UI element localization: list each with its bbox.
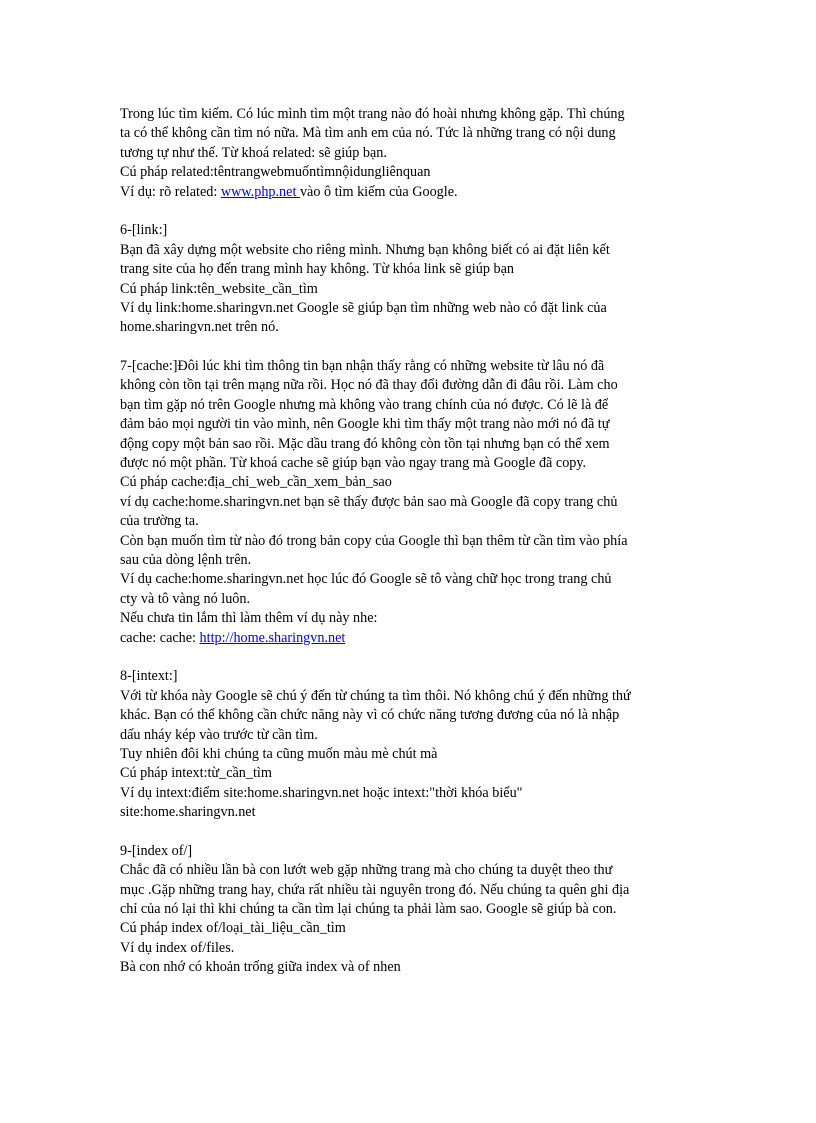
section-5 xyxy=(120,842,710,978)
line-text: của trường ta. xyxy=(120,513,199,530)
line-text: Với từ khóa này Google sẽ chú ý đến từ chúng ta tìm thôi. Nó không chú ý đến những thứ xyxy=(120,687,631,704)
text-line xyxy=(120,376,710,395)
hyperlink[interactable]: www.php.net xyxy=(220,183,300,200)
line-text: cty và tô vàng nó luôn. xyxy=(120,590,251,607)
text-line xyxy=(120,687,710,706)
text-line xyxy=(120,299,710,318)
text-line xyxy=(120,939,710,958)
line-text: Cú pháp index of/loại_tài_liệu_cần_tìm xyxy=(120,920,346,937)
text-line xyxy=(120,842,710,861)
text-line xyxy=(120,512,710,531)
line-text: Ví dụ: rõ related: xyxy=(120,183,221,200)
line-text: Ví dụ cache:home.sharingvn.net học lúc đó Google sẽ tô vàng chữ học trong trang chủ xyxy=(120,571,612,588)
line-text: Bạn đã xây dựng một website cho riêng mình. Nhưng bạn không biết có ai đặt liên kết xyxy=(120,241,610,258)
line-text: Bà con nhớ có khoản trống giữa index và of nhen xyxy=(120,959,401,976)
line-text: cache: cache: xyxy=(120,629,200,646)
line-text: tương tự như thế. Từ khoá related: sẽ giúp bạn. xyxy=(120,144,387,161)
line-text: Còn bạn muốn tìm từ nào đó trong bản copy của Google thì bạn thêm từ cần tìm vào phía xyxy=(120,532,628,549)
text-line xyxy=(120,532,710,551)
text-line xyxy=(120,667,710,686)
line-text: bạn tìm gặp nó trên Google nhưng mà không vào trang chính của nó được. Có lẽ là để xyxy=(120,396,609,413)
line-text: Cú pháp intext:từ_cần_tìm xyxy=(120,765,272,782)
line-text: 6-[link:] xyxy=(120,222,168,239)
text-line xyxy=(120,706,710,725)
line-text: Chắc đã có nhiều lần bà con lướt web gặp những trang mà cho chúng ta duyệt theo thư xyxy=(120,862,613,879)
text-line xyxy=(120,163,710,182)
text-line xyxy=(120,144,710,163)
line-text: Ví dụ link:home.sharingvn.net Google sẽ giúp bạn tìm những web nào có đặt link của xyxy=(120,299,607,316)
text-line xyxy=(120,318,710,337)
line-text: site:home.sharingvn.net xyxy=(120,804,256,821)
line-text: dấu nháy kép vào trước từ cần tìm. xyxy=(120,726,318,743)
line-text: Ví dụ index of/files. xyxy=(120,939,235,956)
line-text: home.sharingvn.net trên nó. xyxy=(120,319,279,336)
line-text: sau của dòng lệnh trên. xyxy=(120,551,252,568)
text-line xyxy=(120,803,710,822)
text-line xyxy=(120,280,710,299)
line-text: Cú pháp link:tên_website_cần_tìm xyxy=(120,280,318,297)
paragraph-gap xyxy=(120,648,710,667)
paragraph-gap xyxy=(120,202,710,221)
text-line xyxy=(120,764,710,783)
text-line xyxy=(120,629,710,648)
line-text: được nó một phần. Từ khoá cache sẽ giúp bạn vào ngay trang mà Google đã copy. xyxy=(120,455,587,472)
document-body xyxy=(120,105,710,978)
line-text: mục .Gặp những trang hay, chứa rất nhiều tài nguyên trong đó. Nếu chúng ta quên ghi địa xyxy=(120,881,630,898)
line-text: trang site của họ đến trang mình hay không. Từ khóa link sẽ giúp bạn xyxy=(120,261,514,278)
section-3 xyxy=(120,357,710,648)
text-line xyxy=(120,260,710,279)
text-line xyxy=(120,221,710,240)
line-text: 7-[cache:]Đôi lúc khi tìm thông tin bạn nhận thấy rằng có những website từ lâu nó đã xyxy=(120,358,605,375)
text-line xyxy=(120,881,710,900)
text-line xyxy=(120,473,710,492)
section-2 xyxy=(120,221,710,337)
section-4 xyxy=(120,667,710,822)
text-line xyxy=(120,590,710,609)
hyperlink[interactable]: http://home.sharingvn.net xyxy=(199,629,346,646)
text-line xyxy=(120,551,710,570)
line-text: Cú pháp cache:địa_chỉ_web_cần_xem_bản_sao xyxy=(120,474,392,491)
text-line xyxy=(120,900,710,919)
line-text: Ví dụ intext:điểm site:home.sharingvn.net hoặc intext:"thời khóa biểu" xyxy=(120,784,523,801)
line-text: 8-[intext:] xyxy=(120,668,178,685)
text-line xyxy=(120,745,710,764)
text-line xyxy=(120,861,710,880)
line-text: Tuy nhiên đôi khi chúng ta cũng muốn màu mè chút mà xyxy=(120,745,438,762)
text-line xyxy=(120,183,710,202)
line-text: không còn tồn tại trên mạng nữa rồi. Học nó đã thay đổi đường dẫn đi đâu rồi. Làm cho xyxy=(120,377,618,394)
text-line xyxy=(120,919,710,938)
text-line xyxy=(120,784,710,803)
text-line xyxy=(120,241,710,260)
text-line xyxy=(120,105,710,124)
line-text: đảm bảo mọi người tin vào mình, nên Google khi tìm thấy một trang nào mới nó đã tự xyxy=(120,416,610,433)
text-line xyxy=(120,396,710,415)
paragraph-gap xyxy=(120,338,710,357)
text-line xyxy=(120,958,710,977)
line-text: động copy một bản sao rồi. Mặc dầu trang đó không còn tồn tại nhưng bạn có thể xem xyxy=(120,435,610,452)
line-text: khác. Bạn có thể không cần chức năng này vì có chức năng tương đương của nó là nhập xyxy=(120,707,620,724)
line-text: chỉ của nó lại thì khi chúng ta cần tìm lại chúng ta phải làm sao. Google sẽ giúp bà con. xyxy=(120,901,617,918)
text-line xyxy=(120,454,710,473)
line-text: Nếu chưa tin lắm thì làm thêm ví dụ này nhe: xyxy=(120,610,378,627)
line-text: Trong lúc tìm kiếm. Có lúc mình tìm một trang nào đó hoài nhưng không gặp. Thì chúng xyxy=(120,106,625,122)
line-text: ví dụ cache:home.sharingvn.net bạn sẽ thấy được bản sao mà Google đã copy trang chủ xyxy=(120,493,618,510)
text-line xyxy=(120,357,710,376)
line-text: ta có thể không cần tìm nó nữa. Mà tìm anh em của nó. Tức là những trang có nội dung xyxy=(120,125,616,142)
paragraph-gap xyxy=(120,822,710,841)
text-line xyxy=(120,435,710,454)
text-line xyxy=(120,415,710,434)
text-line xyxy=(120,609,710,628)
text-line xyxy=(120,124,710,143)
line-text: Cú pháp related:têntrangwebmuốntìmnộidungliênquan xyxy=(120,164,431,181)
line-text-after-link: vào ô tìm kiếm của Google. xyxy=(299,183,458,200)
text-line xyxy=(120,570,710,589)
text-line xyxy=(120,493,710,512)
line-text: 9-[index of/] xyxy=(120,842,193,859)
section-1 xyxy=(120,105,710,202)
text-line xyxy=(120,726,710,745)
